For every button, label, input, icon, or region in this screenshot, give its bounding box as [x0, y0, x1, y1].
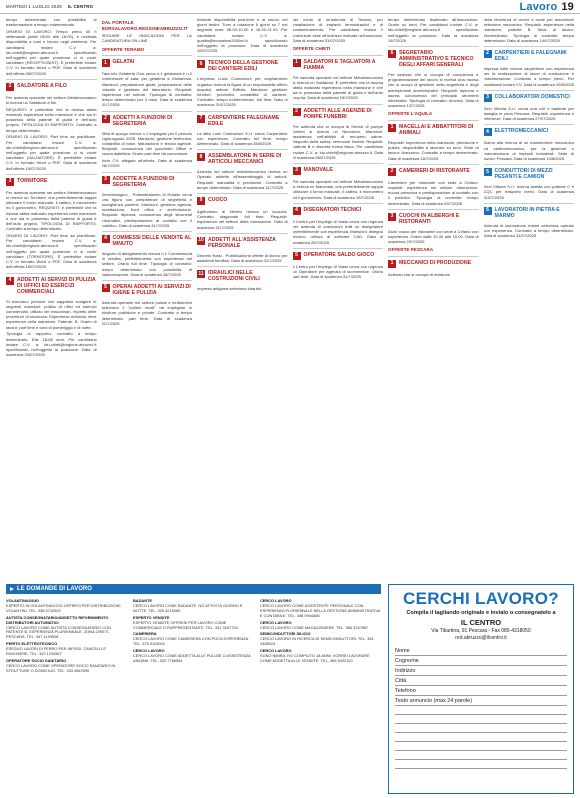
- ad-heading: [293, 108, 384, 120]
- ad-number: 3: [484, 94, 492, 102]
- divider: [484, 203, 575, 204]
- ad-title: CUOCO: [208, 197, 228, 204]
- ad-text: Azienda di lavorazione marmi seleziona operaio con esperienza. Contratto a tempo determinato. Data di scadenza 31/07/2025: [483, 222, 574, 239]
- form-fields: [395, 646, 567, 769]
- ad-heading: [293, 59, 384, 71]
- ad-text: Per azienda operante nel settore Metalmeccanico si ricerca un Manovale, che preferibilmente sappia utilizzare il tornio manuale, il calibro, il micrometro ed il goniometro. Data di scadenza 15/7/2025: [292, 179, 383, 200]
- divider: [6, 79, 97, 80]
- ad-text: tempo determinato finalizzato all'assunzione. Orario su turni. Per candidarsi inviare C.V. a: idu.chieti@regione.abruzzo.it specificando nell'oggetto la posizione. Data di scadenza 15/7/2025: [388, 17, 479, 43]
- divider: [102, 172, 193, 173]
- divider: [197, 193, 288, 194]
- ad-heading: [102, 176, 193, 188]
- ad-text: Per azienda operante nel settore Metalmeccanico si ricerca un Tornitore, che preferibilmente sappia utilizzare il tornio manuale, il calibro, il micrometro ed il goniometro. REQUISITI: è preferibile che la risorsa abbia maturato esperienza nella mansione e che sia in possesso della patente di guida e dell'auto propria. TIPOLOGIA DI RAPPORTO: Contratto a tempo determinato.: [6, 189, 97, 232]
- ad-text: ORARIO DI LAVORO: Part time da pianificare. Per candidarsi inviare C.V. a: idu.chieti@regione.abruzzo.it specificando nell'oggetto per quale posizione ci si vuole candidare (TORNITORE). È preferibile inviare C.V. in formato Word o PDF. Data di scadenza dell'offerta 15/07/2025: [6, 233, 97, 270]
- ad-text: Requisiti: esperienza nella mansione, precisione e pulizia, disponibilità a lavorare su turni. Sede di lavoro: Avezzano. Contratto a tempo determinato. Data di scadenza 18/7/2025: [388, 140, 479, 161]
- ad-title: ADDETTI AI SERVIZI DI PULIZIA DI UFFICI ED ESERCIZI COMMERCIALI: [17, 276, 96, 295]
- ad-title: CAMERIERI DI RISTORANTE: [399, 167, 470, 174]
- request-text: CERCO LAVORO IN RICERCA DI SEMICONDUTTORI. TEL. 351 2468024: [260, 636, 374, 647]
- ad-title: ADDETTI ALLE AGENZIE DI POMPE FUNEBRI: [303, 107, 372, 120]
- ad-heading: [388, 124, 479, 136]
- ad-number: 2: [293, 108, 301, 116]
- ad-number: 11: [198, 270, 204, 277]
- form-field-4[interactable]: Città: [395, 676, 567, 686]
- paper-name: IL CENTRO: [67, 4, 94, 9]
- job-requests-title: LE DOMANDE DI LAVORO: [17, 586, 92, 592]
- ad-heading: [293, 252, 384, 260]
- ad-number: 1: [388, 124, 396, 132]
- ad-text: ORARIO DI LAVORO: Tempo pieno 40 h settimanali (dalle 08:00 alle 18:00), è richiesta disponibilità a turni e lavoro negli weekend. Per candidarsi inviare C.V. a: idu.chieti@regione.abruzzo.it specificando nell'oggetto per quale posizione ci si vuole candidare (RECEPTIONIST). È preferibile inviare C.V. in formato Word o PDF. Data di scadenza dell'offerta 06/07/2025: [6, 29, 97, 76]
- ad-number: 3: [6, 178, 14, 186]
- request-heading: SEMICONDUTTORI SILICIO: [260, 631, 311, 637]
- ad-text: Decreto flussi - Pubblicazione offerte di lavoro per assistenti familiari. Data di scadenza 31/7/2025: [197, 252, 288, 264]
- request-text: CERCO LAVORO COME OPERATORE SOCIO SANITARIO IN STRUTTURE O DOMICILIO. TEL. 333 4567890: [6, 662, 116, 673]
- ad-heading: [6, 178, 97, 186]
- form-text-line[interactable]: [395, 742, 567, 751]
- ad-title: ADDETTE A FUNZIONI DI SEGRETERIA: [112, 175, 175, 188]
- page-header: [0, 0, 580, 14]
- request-heading: PERITO ELETTROTECNICO: [6, 641, 58, 647]
- job-offers-columns: [6, 17, 574, 580]
- job-requests-columns: [6, 597, 381, 795]
- ad-heading: [6, 83, 97, 91]
- ad-heading: [6, 277, 97, 295]
- divider: [388, 120, 479, 121]
- divider: [6, 273, 97, 274]
- ad-title: ASSEMBLATORE IN SERIE DI ARTICOLI MECCANICI: [208, 153, 282, 166]
- divider: [6, 174, 97, 175]
- ad-title: DISEGNATORI TECNICI: [303, 206, 362, 213]
- ad-text: Per azienda che si occupa di Servizi di pompe funebri si ricerca un Necroforo. Mansioni: assistenza nell'attività di recupero salme, trasporto della salma, cerimonie funebri. Requisiti: patente B e discreta forma fisica. Per candidarsi inviare C.V. a: idu.chieti@regione.abruzzo.it. Data di scadenza 08/07/2025: [292, 123, 383, 160]
- divider: [388, 209, 479, 210]
- ad-text: Azienda che si occupa di revisione: [388, 272, 451, 278]
- ad-title: OPERATORE SALDO GIOCO: [303, 251, 375, 258]
- ad-heading: [197, 60, 288, 72]
- job-requests-banner: [6, 584, 381, 594]
- request-column-3: [260, 597, 381, 795]
- ad-heading: [293, 167, 384, 175]
- request-text: SONO NIMRA, HO COMPIUTO 18 ANNI, VORREI LAVORARE COME ADDETTA ALLE VENDITE. TEL. 389 5432100: [260, 653, 370, 663]
- ad-number: 3: [293, 167, 301, 175]
- ad-text: Dexi Vittoria S.r.l. cerca una colf e badante per famiglia in zona Pescara. Requisiti: esperienza e referenze. Data di scadenza 27/07/2025: [483, 105, 574, 122]
- divider: [197, 266, 288, 267]
- ad-text: Agriturismo di Nereto ricerca un cuoco/a. Contratto stagionale full time. Requisiti: esperienza nel settore della ristorazione. Data di scadenza 31/7/2025: [197, 209, 288, 230]
- section-heading: OFFERTE L'AQUILA: [388, 111, 433, 117]
- ad-number: 4: [484, 128, 492, 136]
- ad-title: IDRAULICI NELLE COSTRUZIONI CIVILI: [208, 270, 260, 283]
- ad-title: CARPENTIERI E FALEGNAMI EDILI: [494, 50, 567, 63]
- ad-title: COLLABORATORI DOMESTICI: [494, 93, 570, 100]
- request-text: CERCO LAVORO COME MAGAZZINIERE. TEL. 366 3210987: [260, 624, 369, 630]
- ad-text: Per azienda operante nel settore Metalmeccanico si ricerca un Saldatore a filo.: [6, 94, 97, 106]
- ad-number: 5: [484, 168, 492, 176]
- divider: [197, 233, 288, 234]
- issue-date: MARTEDÌ 1 LUGLIO 2025: [6, 4, 62, 9]
- request-heading: VOLANTINAGGIO: [6, 598, 39, 603]
- divider: [102, 55, 193, 56]
- form-text-line[interactable]: [395, 715, 567, 724]
- ad-text: Negozio di abbigliamento ricerca n.1 Commesso/a di vendita, preferibilmente con esperienza nel settore. Orario full time. Tipologia di contratto: tempo determinato con possibilità di trasformazione. Data di scadenza 28/7/2025: [101, 251, 192, 277]
- divider: [293, 203, 384, 204]
- ad-number: 8: [197, 153, 205, 161]
- section-heading: OFFERTE PESCARA: [388, 247, 434, 253]
- ad-number: 2: [6, 83, 14, 91]
- ad-title: MANOVALE: [303, 167, 333, 174]
- ad-number: 6: [197, 60, 205, 68]
- ad-text: Impresa artigiana seleziona idraulici.: [197, 286, 263, 292]
- ad-title: OPERAI ADDETTI AI SERVIZI DI IGIENE E PULIZIA: [112, 284, 191, 297]
- ad-title: GELATAI: [112, 59, 135, 66]
- ad-title: ELETTROMECCANICI: [494, 128, 549, 135]
- section-heading: OFFERTE TERAMO: [101, 46, 145, 52]
- ad-number: 1: [388, 260, 396, 268]
- form-text-line[interactable]: [395, 760, 567, 769]
- divider: [102, 231, 193, 232]
- column-2: [102, 17, 193, 580]
- request-heading: CERCO LAVORO: [260, 619, 292, 625]
- ad-heading: [484, 207, 575, 219]
- section-heading: DAL PORTALE BORSALAVORO.REGIONEABRUZZO.IT: [101, 20, 188, 31]
- ad-title: CARPENTIERE FALEGNAME EDILE: [208, 114, 280, 127]
- request-text: ESPERTO IN VOLANTINAGGIO OFFRESI PER DISTRIBUZIONE VOLANTINI. TEL. 338 9742902: [6, 602, 121, 613]
- ad-text: REQUISITI: è preferibile che la risorsa abbia maturato esperienza nella mansione e che sia in possesso della patente di guida e dell'auto propria. TIPOLOGIA DI RAPPORTO: Contratto a tempo determinato.: [6, 106, 97, 133]
- ad-text: Siamo alla ricerca di un manutentore meccanico ed elettromeccanico, per la gestione e manutenzione di impianti industriali. Sede di lavoro: Pescara. Data di scadenza 14/8/2025: [483, 140, 574, 162]
- ad-text: SEGUIRE LE INDICAZIONI PER LA CANDIDATURA ON LINE: [101, 33, 192, 44]
- ad-title: CONDUTTORI DI MEZZI PESANTI E CAMION: [494, 168, 553, 181]
- request-text: ESPERTO VENDITE OFFRESI PER LAVORO COME COMMERCIALE O RAPPRESENTANTE. TEL. 331 9187724: [133, 619, 238, 630]
- ad-title: CUOCHI IN ALBERGHI E RISTORANTI: [399, 212, 460, 225]
- form-field-5[interactable]: Telefono: [395, 686, 567, 696]
- form-field-3[interactable]: Indirizzo: [395, 666, 567, 676]
- ad-number: 4: [102, 235, 110, 243]
- ad-text: per conto di un'azienda di Teramo, per installazione di impianti termoidraulici e di condizionamento. Per candidarsi inviare il curriculum vitae all'indirizzo indicato nell'annuncio. Data di scadenza 31/07/2025: [292, 17, 383, 43]
- ad-number: 2: [102, 115, 110, 123]
- section-heading: OFFERTE CHIETI: [292, 46, 331, 52]
- ad-heading: [388, 260, 479, 268]
- section-title: Lavoro: [519, 0, 558, 13]
- ad-text: richiede disponibilità part-time e al lavoro nei giorni festivi. Turni a rotazione 5 giorni su 7 nei seguenti orari: 06.00-10.00 e 16.00-21.00. Per candidarsi inviare C.V. a: qualita@ecosistem2000srl.it specificando nell'oggetto la posizione. Data di scadenza 19/07/2025: [197, 17, 288, 54]
- column-1: [6, 17, 97, 580]
- ad-text: tempo determinato con possibilità di trasformazione a tempo indeterminato.: [6, 17, 97, 28]
- ad-text: Per azienda operante nel settore Metalmeccanico si ricerca un Saldatore. È preferibile che la risorsa abbia maturato esperienza nella mansione e che sia in possesso della patente di guida e dell'auto propria. Data di scadenza 15/7/2025: [292, 74, 383, 101]
- column-3: [197, 17, 288, 580]
- divider: [197, 56, 288, 57]
- request-column-1: [6, 597, 127, 795]
- ad-heading: [293, 207, 384, 215]
- ad-title: ADDETTI ALL'ASSISTENZA PERSONALE: [208, 236, 276, 249]
- request-text: ESEGUO LAVORI DI FERRO PER INFISSI, CANCELLI E RINGHIERE. TEL. 320 1234567: [6, 646, 107, 657]
- divider: [293, 248, 384, 249]
- ad-title: TECNICO DELLA GESTIONE DEI CANTIERI EDILI: [208, 60, 279, 73]
- form-text-line[interactable]: [395, 733, 567, 742]
- ad-number: 7: [197, 115, 205, 123]
- divider: [484, 46, 575, 47]
- divider: [102, 280, 193, 281]
- ad-text: Invio CV: allegato all'offerta. Data di scadenza 26/7/2025: [101, 158, 192, 169]
- form-field-2[interactable]: Cognome: [395, 656, 567, 666]
- ad-title: SALDATORE A FILO: [17, 82, 67, 89]
- ad-number: 4: [6, 277, 14, 285]
- ad-text: della rifornitura di cerchi e ruote per autoveicoli seleziona meccanico. Requisiti: esperienza nella mansione, patente B. Sede di lavoro: Montesilvano. Tipologia di contratto: tempo determinato. Data di scadenza 14/07/2025: [483, 17, 574, 43]
- ad-number: 2: [388, 168, 396, 176]
- ad-text: Per azienda che si occupa di consulenza e programmazione del lavoro si ricerca una risorsa che si occupi di gestione della segreteria e degli adempimenti amministrativi. Requisiti: diploma o laurea, conoscenza dei principali strumenti informatici. Tipologia di contratto: tirocinio. Data di scadenza 13/7/2025: [388, 72, 479, 109]
- ad-heading: [197, 237, 288, 249]
- page-number: 19: [561, 0, 574, 13]
- divider: [388, 256, 479, 257]
- ad-text: Azienda del settore metalmeccanico ricerca un Operaio addetto all'assemblaggio di articoli. Requisiti: manualità e precisione. Contratto a tempo determinato. Data di scadenza 31/7/2025: [197, 169, 288, 190]
- ad-text: Fata srls Gelateria Ozzi cerca n.1 gelataio/a e n.2 commessi/e di sala, per gelateria a Giulianova. Mansioni: preparazione gelati, preparazione delle miscele e gestione del laboratorio. Requisiti: esperienza nel settore. Tipologia di contratto: tempo determinato per 3 mesi. Data di scadenza 31/7/2025: [101, 71, 192, 108]
- divider: [484, 164, 575, 165]
- job-request-form: [388, 584, 574, 794]
- ad-text: Il Centro per l'Impiego di Vasto cerca con urgenza un Operatore per agenzia di scommesse. Orario part time. Data di scadenza 31/7/2025: [292, 263, 383, 280]
- form-email: red.abruzzo@ilcentro.it: [455, 635, 507, 641]
- column-4: [293, 17, 384, 580]
- form-text-line[interactable]: [395, 724, 567, 733]
- ad-number: 1: [293, 59, 301, 67]
- ad-text: Azienda operante nel settore pulizie e multiservizi seleziona 2 "pulitori locali" da impiegare in strutture pubbliche e private. Contratto a tempo determinato, part time. Data di scadenza 31/7/2025: [101, 300, 192, 326]
- ad-text: Aiuto cuoco per ristorante con sede a Celano con esperienza. Orario dalle 10.30 alle 15.00. Data di scadenza 29/7/2025: [388, 228, 479, 245]
- request-heading: OPERATORE SOCIO SANITARIO: [6, 657, 67, 663]
- ad-heading: [197, 153, 288, 165]
- ad-number: 4: [293, 207, 301, 215]
- ad-number: 1: [102, 59, 110, 67]
- ad-title: MACELLAI E ABBATTITORI DI ANIMALI: [399, 124, 474, 137]
- ad-number: 5: [102, 284, 110, 292]
- ad-title: TORNITORE: [17, 177, 48, 184]
- ad-title: LAVORATORI IN PIETRA E MARMO: [494, 206, 560, 219]
- divider: [293, 55, 384, 56]
- ad-text: Cameriere per ristorante con sede a Celano: requisiti: esperienza nel settore ristorazione, buona presenza e predisposizione al contatto con il pubblico. Tipologia di contratto: tempo determinato. Data di scadenza 29/7/2025: [388, 179, 479, 206]
- ad-number: 6: [484, 207, 492, 215]
- triangle-icon: [10, 587, 14, 591]
- divider: [102, 111, 193, 112]
- request-heading: CERCO LAVORO: [260, 598, 292, 603]
- request-column-2: [133, 597, 254, 795]
- ad-text: Il Centro per l'Impiego di Vasto cerca con urgenza per azienda di costruzioni edili un disegnatore preferibilmente con esperienza. Mansioni: disegno tecnico, utilizzo di software CAD. Data di scadenza 25/7/2025: [292, 218, 383, 245]
- ad-title: SALDATORI E TAGLIATORI A FIAMMA: [303, 58, 376, 71]
- divider: [293, 104, 384, 105]
- form-field-1[interactable]: Nome: [395, 646, 567, 656]
- ad-heading: [484, 94, 575, 102]
- request-text: CERCO LAVORO COME CAMERIERA CON POCA ESPERIENZA. TEL. 379 3110092: [133, 636, 250, 647]
- request-heading: CERCO LAVORO: [133, 648, 165, 654]
- ad-heading: [197, 115, 288, 127]
- ad-number: 10: [198, 237, 204, 244]
- ad-number: 5: [293, 252, 301, 260]
- form-text-line[interactable]: [395, 706, 567, 715]
- ad-number: 3: [388, 213, 396, 221]
- request-text: CERCO LAVORO COME ASSISTENTE PERSONALE CON ESPERIENZA PLURIENNALE NELLA GESTIONE AMMINISTRATIVA E CONTABILE. TEL. 348 9944468: [260, 602, 381, 618]
- ad-text: L'Impresa Lucio Costruzioni per ampliamento organico ricerca la figura di un responsabile ufficio acquisti, settore Edilizia. Mansioni: gestione fornitori, preventivi, contabilità di cantiere. Contratto: tempo indeterminato, full time. Data di scadenza 31/07/2025: [197, 76, 288, 108]
- form-subtitle: Compila il tagliando originale e invialo o consegnatelo a: [406, 610, 556, 616]
- request-heading: AUTISTA CONSEGNATARIO/ADDETTO RIFORNIMENTO DISTRIBUTORI AUTOMATICI: [6, 614, 109, 625]
- form-title: CERCHI LAVORO?: [403, 589, 559, 608]
- ad-title: SEGRETARIO AMMINISTRATIVO E TECNICO DEGLI AFFARI GENERALI: [399, 50, 474, 69]
- ad-number: 9: [197, 197, 205, 205]
- ad-text: ORARIO DI LAVORO: Part time da pianificare. Per candidarsi inviare C.V. a: idu.chieti@regione.abruzzo.it specificando nell'oggetto per quale posizione ci si vuole candidare (SALDATORE). È preferibile inviare C.V. in formato Word o PDF. Data di scadenza dell'offerta 15/07/2025: [6, 134, 97, 171]
- column-5: [388, 17, 479, 580]
- divider: [197, 111, 288, 112]
- ad-text: Dexi Vittoria S.r.l. ricerca autista con patente C e CQC per trasporto merci. Data di scadenza 31/07/2025: [483, 184, 574, 200]
- form-address: Via Tiburtina, 91 Pescara - Fax 085-4318050: [431, 628, 531, 634]
- request-heading: ESPERTO VENDITE: [133, 614, 170, 620]
- ad-heading: [102, 59, 193, 67]
- ad-number: 2: [484, 50, 492, 58]
- request-text: CERCO LAVORO COME BADANTE, NO ATTIVITÀ GIORNO E NOTTE. TEL. 329 4215060: [133, 602, 243, 613]
- ad-text: La ditta Lurin Costruzioni S.r.l. cerca Carpentiere con esperienza. Contratto full time, tempo determinato. Data di scadenza 28/8/2025: [197, 130, 288, 147]
- ad-number: 3: [102, 176, 110, 184]
- divider: [484, 90, 575, 91]
- ad-heading: [102, 284, 193, 296]
- ad-heading: [197, 197, 288, 205]
- ad-heading: [388, 50, 479, 68]
- ad-heading: [388, 168, 479, 176]
- ad-heading: [484, 50, 575, 62]
- ad-title: ADDETTI A FUNZIONI DI SEGRETERIA: [112, 114, 173, 127]
- divider: [388, 164, 479, 165]
- ad-heading: [102, 235, 193, 247]
- ad-heading: [484, 168, 575, 180]
- ad-text: Tipologia di rapporto: contratto a tempo determinato. Età: 18-65 anni. Per candidarsi inviare C.V. a: idu.chieti@regione.abruzzo.it specificando nell'oggetto la posizione. Data di scadenza 20/07/2025: [6, 331, 97, 358]
- ad-heading: [102, 115, 193, 127]
- request-text: CERCO LAVORO COME ADDETTA ALLE PULIZIE O ASSISTENZA ANZIANI. TEL. 320 7766554: [133, 653, 251, 663]
- divider: [197, 149, 288, 150]
- ad-text: Si ricercano persone che sappiano svolgere le seguenti mansioni: pulizia di uffici ed esercizi commerciali, utilizzo dei macchinari, rispetto delle procedure di sicurezza. Esperienza richiesta: lieve esperienza nella mansione. Patente: B. Orario di lavoro: part time e turni di pomeriggio e di notte.: [6, 298, 97, 330]
- ad-title: MECCANICI DI PRODUZIONE: [399, 260, 472, 267]
- divider: [293, 163, 384, 164]
- divider: [484, 124, 575, 125]
- request-heading: CERCO LAVORO: [260, 648, 292, 654]
- ad-heading: [484, 128, 575, 136]
- form-text-line[interactable]: [395, 751, 567, 760]
- ad-title: COMMESSI DELLE VENDITE AL MINUTO: [112, 235, 192, 248]
- request-text: CERCO LAVORO COME AUTISTA CONSEGNATARIO CON PATENTE B, ESPERIENZA PLURIENNALE. ZONA CHIETI, PESCARA. TEL. 347 1193508: [6, 624, 111, 640]
- form-paper-name: IL CENTRO: [460, 618, 502, 627]
- ad-text: Impresa edile ricerca carpentiere con esperienza per la realizzazione di lavori di costruzione e ristrutturazione. Contratto a tempo pieno. Per candidarsi inviare CV. Data di scadenza 29/6/2025: [483, 66, 574, 87]
- form-field-6[interactable]: Testo annuncio (max 24 parole): [395, 696, 567, 706]
- request-heading: CAMERIERA: [133, 631, 157, 637]
- column-6: [484, 17, 575, 580]
- divider: [388, 46, 479, 47]
- request-heading: BADANTE: [133, 598, 153, 603]
- ad-number: 6: [388, 50, 396, 58]
- ad-text: Ditta di spurgo ricerca n.1 impiegato per il periodo luglio-agosto 2025. Mansioni: gestione telefonica, contabilità di base, fatturazione e tenuta agende. Requisiti: conoscenza del pacchetto Office e buona dialettica. Orario part time da concordare.: [101, 130, 192, 157]
- ad-text: Dermatologico - Poliambulatorio di Roseto cerca una figura con competenze di segreteria e accoglienza pazienti. Mansioni: gestione agenda, accettazione, front office e archiviazione. Requisiti: diploma, conoscenza degli strumenti informatici, predisposizione al contatto con il pubblico. Data di scadenza 31/7/2025: [101, 191, 192, 228]
- ad-heading: [388, 213, 479, 225]
- ad-heading: [197, 270, 288, 282]
